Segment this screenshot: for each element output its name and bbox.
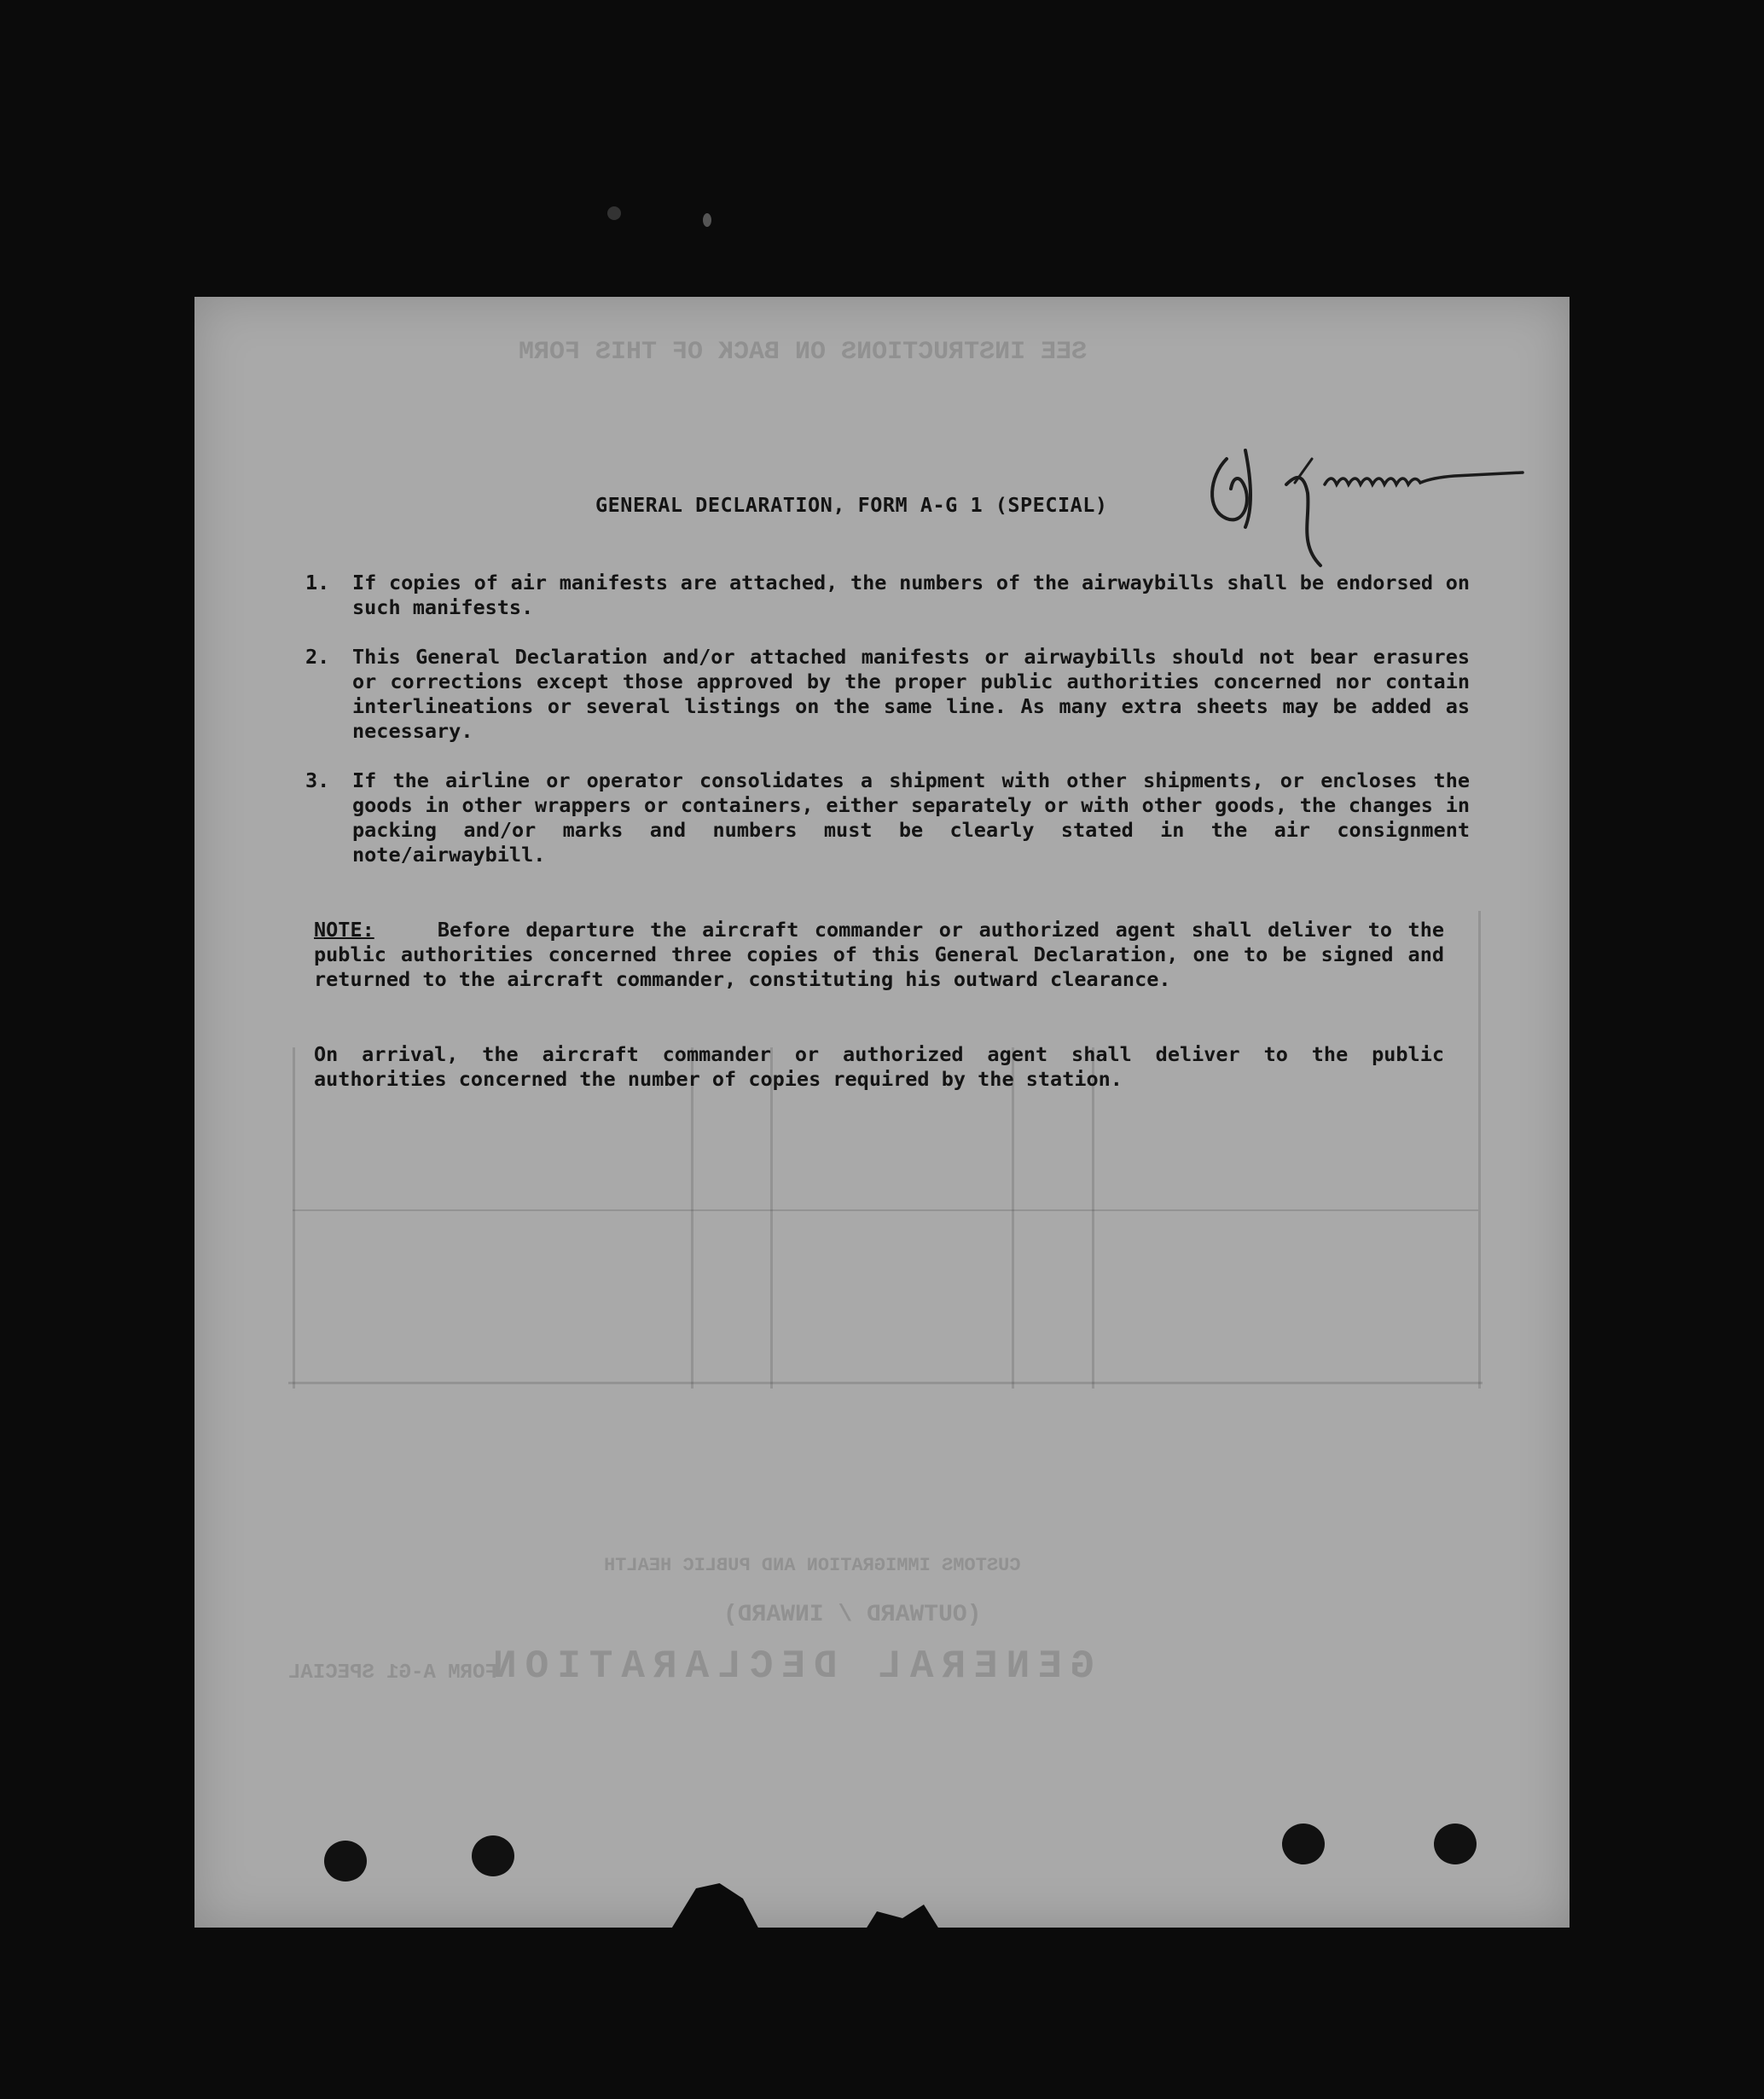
dust-mark	[703, 213, 711, 227]
document-title: GENERAL DECLARATION, FORM A-G 1 (SPECIAL)	[595, 493, 1108, 517]
bleed-through-text: (OUTWARD / INWARD)	[723, 1602, 982, 1628]
item-text: This General Declaration and/or attached manifests or airwaybills should not bear erasures or corrections except those approved by the proper public authorities concerned nor contain interlineations or several listings on the same line. As many extra sheets may be added as necessary.	[352, 645, 1470, 743]
note-label: NOTE:	[314, 918, 374, 942]
note-text: Before departure the aircraft commander or authorized agent shall deliver to the public authorities concerned three copies of this General Declaration, one to be signed and returned to the aircraft commander, constituting his outward clearance.	[314, 918, 1444, 991]
item-text: If the airline or operator consolidates a shipment with other shipments, or encloses the goods in other wrappers or containers, either separately or with other goods, the changes in packing and/or marks and numbers must be clearly stated in the air consignment note/airwaybill.	[352, 768, 1470, 867]
punch-hole	[472, 1835, 514, 1876]
bleed-through-text: GENERAL DECLARATION	[485, 1644, 1094, 1689]
bleed-through-text: SEE INSTRUCTIONS ON BACK OF THIS FORM	[519, 338, 1088, 367]
arrival-paragraph: On arrival, the aircraft commander or authorized agent shall deliver to the public authorities concerned the number of copies required by the station.	[314, 1042, 1444, 1091]
document-paper	[194, 297, 1570, 1928]
item-number: 3.	[305, 768, 330, 792]
item-number: 2.	[305, 645, 330, 669]
item-number: 1.	[305, 571, 330, 594]
punch-hole	[324, 1841, 367, 1882]
punch-hole	[1282, 1824, 1325, 1864]
document-body	[194, 297, 1570, 1928]
note-paragraph	[314, 918, 1444, 992]
dust-mark	[607, 206, 621, 220]
item-text: If copies of air manifests are attached, the numbers of the airwaybills shall be endorsed on such manifests.	[352, 571, 1470, 619]
bleed-through-text: CUSTOMS IMMIGRATION AND PUBLIC HEALTH	[604, 1555, 1021, 1576]
punch-hole	[1434, 1824, 1477, 1864]
bleed-through-text: FORM A-G1 SPECIAL	[288, 1661, 497, 1684]
